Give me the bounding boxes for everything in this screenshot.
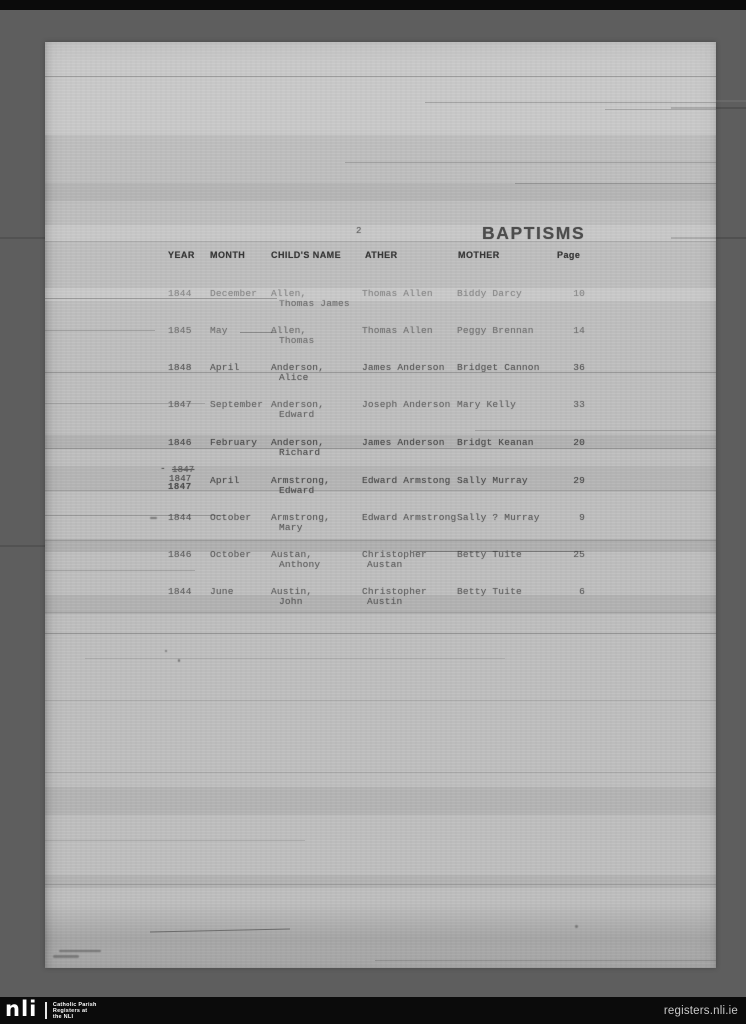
table-row: [45, 463, 716, 500]
father-name-cell: [362, 550, 427, 569]
child-name-line: Anthony: [279, 558, 321, 570]
child-name-line: Austin,: [271, 586, 313, 597]
org-line: the NLI: [52, 1013, 74, 1020]
child-name-cell: [271, 438, 324, 457]
column-header-father: ATHER: [365, 250, 398, 260]
child-name-cell: [271, 400, 324, 419]
child-name-line: Anderson,: [271, 362, 325, 373]
column-header-year: YEAR: [168, 250, 195, 260]
table-row: [45, 438, 716, 462]
month-cell: May: [210, 325, 228, 336]
year-cell: 1844: [168, 586, 192, 597]
father-name-line: Thomas Allen: [362, 288, 433, 299]
father-name-line: Edward Armstong: [362, 475, 451, 486]
nli-org-text: [53, 1002, 97, 1020]
child-name-line: Armstrong,: [271, 512, 331, 523]
year-cell-overstrike: [160, 463, 195, 493]
father-name-cell: [362, 363, 445, 373]
father-name-cell: [362, 438, 445, 448]
child-name-cell: [271, 326, 314, 345]
background-streak-artifact: [0, 237, 45, 239]
register-page-cell: 10: [573, 288, 585, 299]
scan-background: [0, 10, 746, 997]
register-page-cell: 33: [573, 399, 585, 410]
year-cell: 1844: [168, 512, 192, 523]
column-header-mother: MOTHER: [458, 250, 500, 260]
child-name-line: Edward: [279, 408, 315, 420]
father-name-cell: [362, 289, 433, 299]
page-title: BAPTISMS: [482, 223, 586, 243]
month-cell: April: [210, 475, 240, 486]
month-cell: June: [210, 586, 234, 597]
father-name-cell: [362, 587, 427, 606]
mother-name-cell: Betty Tuite: [457, 549, 522, 560]
year-overstrike-line: 1847: [168, 482, 192, 493]
father-name-line: Austan: [367, 558, 403, 570]
mother-name-cell: Biddy Darcy: [457, 288, 522, 299]
child-name-line: Edward: [279, 484, 315, 496]
table-rows: [45, 42, 716, 968]
father-name-cell: [362, 476, 451, 486]
scanned-page: [45, 42, 716, 968]
year-cell: 1847: [168, 399, 192, 410]
mother-name-cell: Bridget Cannon: [457, 362, 540, 373]
child-name-line: Austan,: [271, 549, 313, 560]
month-cell: October: [210, 549, 252, 560]
nli-logo-text: nli: [5, 996, 38, 1021]
child-name-cell: [271, 513, 330, 532]
mother-name-cell: Sally Murray: [457, 475, 528, 486]
child-name-line: Thomas James: [279, 297, 350, 309]
child-name-line: Anderson,: [271, 437, 325, 448]
child-name-line: Richard: [279, 446, 321, 458]
footer-bar: [0, 997, 746, 1024]
table-row: [45, 513, 716, 537]
child-name-line: Alice: [279, 371, 309, 383]
register-page-cell: 9: [579, 512, 585, 523]
table-row: [45, 550, 716, 574]
mother-name-cell: Peggy Brennan: [457, 325, 534, 336]
father-name-line: Christopher: [362, 586, 427, 597]
column-header-page: Page: [557, 250, 581, 260]
father-name-cell: [362, 326, 433, 336]
child-name-cell: [271, 550, 320, 569]
register-page-cell: 6: [579, 586, 585, 597]
table-row: [45, 400, 716, 424]
father-name-line: Christopher: [362, 549, 427, 560]
father-name-line: Edward Armstrong: [362, 512, 457, 523]
month-cell: April: [210, 362, 240, 373]
child-name-line: John: [279, 595, 303, 607]
register-page-cell: 14: [573, 325, 585, 336]
register-page-cell: 36: [573, 362, 585, 373]
year-cell: 1846: [168, 437, 192, 448]
table-row: [45, 326, 716, 350]
site-url: registers.nli.ie: [663, 1004, 738, 1017]
year-cell: 1844: [168, 288, 192, 299]
father-name-cell: [362, 400, 451, 410]
father-name-line: Austin: [367, 595, 403, 607]
child-name-line: Anderson,: [271, 399, 325, 410]
background-streak-artifact: [0, 545, 45, 547]
mother-name-cell: Sally ? Murray: [457, 512, 540, 523]
nli-logo: [5, 997, 97, 1024]
mother-name-cell: Betty Tuite: [457, 586, 522, 597]
child-name-line: Mary: [279, 521, 303, 533]
year-overstrike-line: 1847: [169, 473, 192, 484]
mother-name-cell: Bridgt Keanan: [457, 437, 534, 448]
year-cell: 1848: [168, 362, 192, 373]
register-page-cell: 20: [573, 437, 585, 448]
year-cell: 1846: [168, 549, 192, 560]
father-name-line: James Anderson: [362, 362, 445, 373]
child-name-cell: [271, 476, 330, 495]
scan-shadow-band: [45, 902, 716, 968]
father-name-line: Joseph Anderson: [362, 399, 451, 410]
top-letterbox-bar: [0, 0, 746, 10]
child-name-cell: [271, 587, 312, 606]
father-name-cell: [362, 513, 456, 523]
child-name-line: Allen,: [271, 325, 307, 336]
org-line: Catholic Parish: [52, 1001, 97, 1008]
father-name-line: James Anderson: [362, 437, 445, 448]
table-row: [45, 363, 716, 387]
table-row: [45, 587, 716, 611]
column-header-child: CHILD'S NAME: [271, 250, 342, 260]
mother-name-cell: Mary Kelly: [457, 399, 517, 410]
register-page-cell: 25: [573, 549, 585, 560]
table-row: [45, 289, 716, 313]
child-name-cell: [271, 289, 350, 308]
child-name-line: Thomas: [279, 334, 315, 346]
overstrike-dash: -: [160, 463, 166, 474]
child-name-line: Allen,: [271, 288, 307, 299]
logo-divider: [45, 1002, 47, 1019]
month-cell: December: [210, 288, 258, 299]
register-page-cell: 29: [573, 475, 585, 486]
month-cell: September: [210, 399, 264, 410]
child-name-cell: [271, 363, 324, 382]
month-cell: February: [210, 437, 258, 448]
sheet-number: 2: [356, 226, 362, 236]
org-line: Registers at: [52, 1007, 88, 1014]
child-name-line: Armstrong,: [271, 475, 331, 486]
year-cell: 1845: [168, 325, 192, 336]
month-cell: October: [210, 512, 252, 523]
father-name-line: Thomas Allen: [362, 325, 433, 336]
column-header-month: MONTH: [210, 250, 246, 260]
year-overstrike-line: 1847: [172, 465, 195, 475]
